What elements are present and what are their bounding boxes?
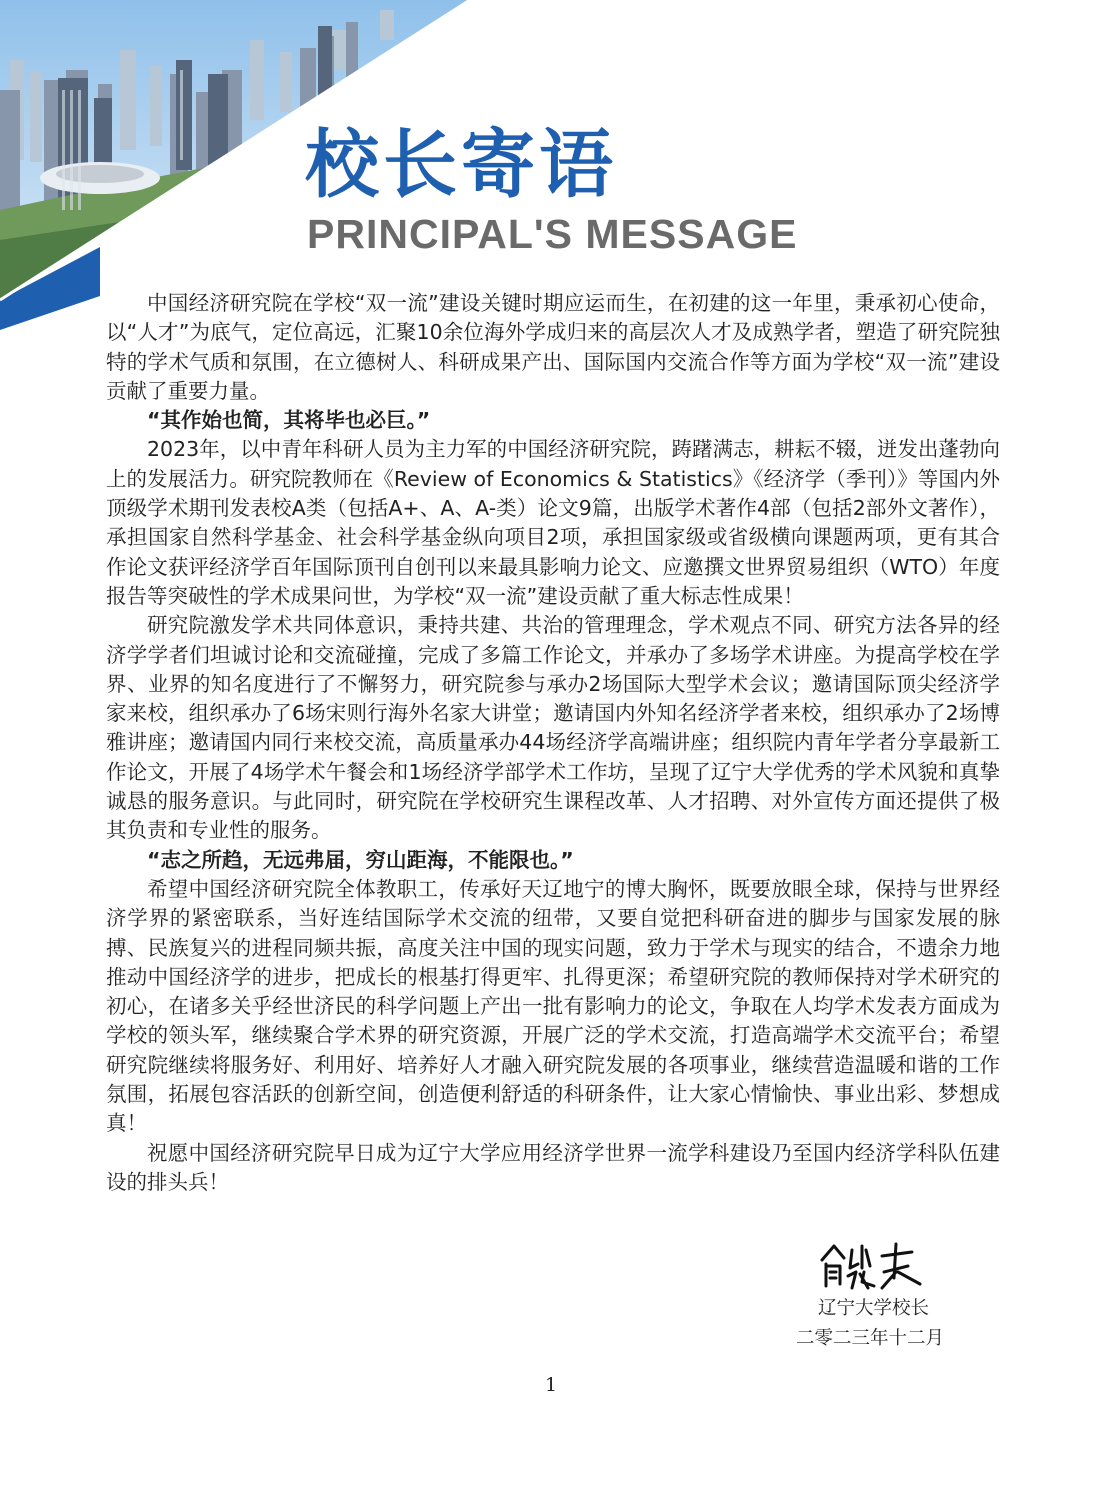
quote-2: “志之所趋，无远弗届，穷山距海，不能限也。” xyxy=(147,847,574,872)
signature-date: 二零二三年十二月 xyxy=(796,1328,945,1349)
message-body xyxy=(106,289,1000,1197)
page-number: 1 xyxy=(544,1374,558,1396)
page-title-chinese: 校长寄语 xyxy=(305,122,617,208)
page-title-english: PRINCIPAL'S MESSAGE xyxy=(307,211,798,257)
quote-1: “其作始也简，其将毕也必巨。” xyxy=(147,408,431,433)
paragraph-wishes: 祝愿中国经济研究院早日成为辽宁大学应用经济学世界一流学科建设乃至国内经济学科队伍建设的排头兵！ xyxy=(106,1140,1000,1194)
handwritten-signature xyxy=(812,1238,932,1294)
paragraph-activities: 研究院激发学术共同体意识，秉持共建、共治的管理理念，学术观点不同、研究方法各异的经济学学者们坦诚讨论和交流碰撞，完成了多篇工作论文，并承办了多场学术讲座。为提高学校在学界、业界的知名度进行了不懈努力，研究院参与承办2场国际大型学术会议；邀请国际顶尖经济学家来校，组织承办了6场宋则行海外名家大讲堂；邀请国内外知名经济学者来校，组织承办了2场博雅讲座；邀请国内同行来校交流，高质量承办44场经济学高端讲座；组织院内青年学者分享最新工作论文，开展了4场学术午餐会和1场经济学部学术工作坊，呈现了辽宁大学优秀的学术风貌和真挚诚恳的服务意识。与此同时，研究院在学校研究生课程改革、人才招聘、对外宣传方面还提供了极其负责和专业性的服务。 xyxy=(106,613,1000,843)
paragraph-achievements: 2023年，以中青年科研人员为主力军的中国经济研究院，踌躇满志，耕耘不辍，迸发出蓬勃向上的发展活力。研究院教师在《Review of Economics & Statistics》《经济学（季刊）》等国内外顶级学术期刊发表校A类（包括A+、A、A-类）论文9篇，出版学术著作4部（包括2部外文著作），承担国家自然科学基金、社会科学基金纵向项目2项，承担国家级或省级横向课题两项，更有其合作论文获评经济学百年国际顶刊自创刊以来最具影响力论文、应邀撰文世界贸易组织（WTO）年度报告等突破性的学术成果问世，为学校“双一流”建设贡献了重大标志性成果！ xyxy=(106,437,1000,608)
paragraph-intro: 中国经济研究院在学校“双一流”建设关键时期应运而生，在初建的这一年里，秉承初心使命，以“人才”为底气，定位高远，汇聚10余位海外学成归来的高层次人才及成熟学者，塑造了研究院独特的学术气质和氛围，在立德树人、科研成果产出、国际国内交流合作等方面为学校“双一流”建设贡献了重要力量。 xyxy=(106,291,1000,403)
paragraph-hopes: 希望中国经济研究院全体教职工，传承好天辽地宁的博大胸怀，既要放眼全球，保持与世界经济学界的紧密联系，当好连结国际学术交流的纽带，又要自觉把科研奋进的脚步与国家发展的脉搏、民族复兴的进程同频共振，高度关注中国的现实问题，致力于学术与现实的结合，不遗余力地推动中国经济学的进步，把成长的根基打得更牢、扎得更深；希望研究院的教师保持对学术研究的初心，在诸多关乎经世济民的科学问题上产出一批有影响力的论文，争取在人均学术发表方面成为学校的领头军，继续聚合学术界的研究资源，开展广泛的学术交流，打造高端学术交流平台；希望研究院继续将服务好、利用好、培养好人才融入研究院发展的各项事业，继续营造温暖和谐的工作氛围，拓展包容活跃的创新空间，创造便利舒适的科研条件，让大家心情愉快、事业出彩、梦想成真！ xyxy=(106,876,1000,1136)
signer-title: 辽宁大学校长 xyxy=(818,1298,930,1319)
